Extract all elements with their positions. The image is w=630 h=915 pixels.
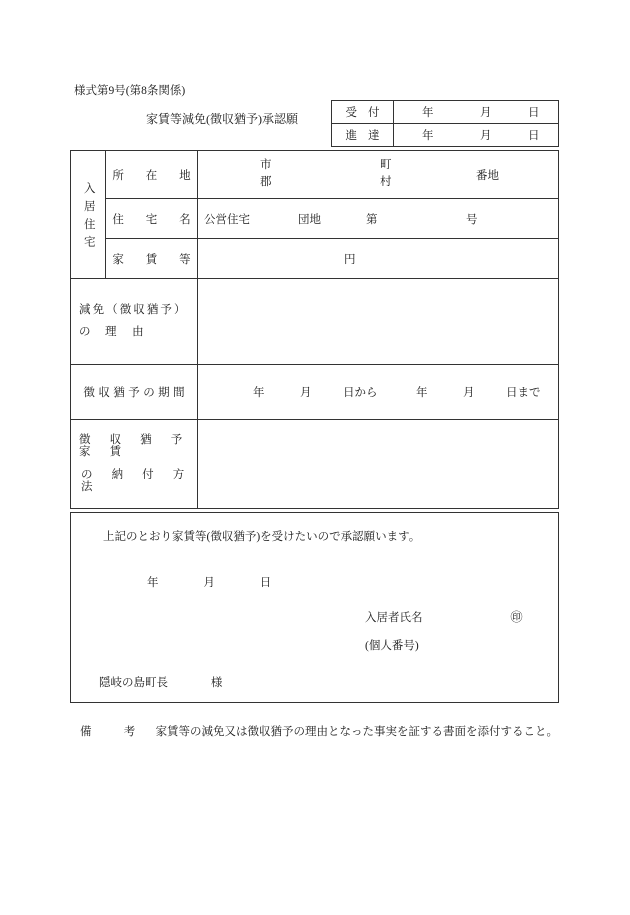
- period-from-year: 年: [253, 387, 265, 399]
- label-payment-line1: 徴 収 猶 予 家 賃: [79, 434, 202, 458]
- label-payment-line2: の 納 付 方 法: [81, 469, 204, 493]
- field-housing-name[interactable]: [198, 199, 558, 238]
- receipt-year-uketsuke: 年: [422, 107, 434, 119]
- statement-date-year: 年: [147, 577, 159, 589]
- my-number-label: (個人番号): [365, 640, 419, 652]
- label-payment-method: [71, 420, 204, 508]
- receipt-date-uketsuke: [394, 101, 558, 123]
- housing-complex-label: 団地: [298, 213, 321, 226]
- addressee-name: 隠岐の島町長: [99, 677, 168, 689]
- housing-block-rows: [106, 151, 558, 278]
- receipt-box: [331, 100, 559, 147]
- statement-date: [147, 574, 271, 590]
- label-reason: [71, 279, 198, 364]
- form-number: 様式第9号(第8条関係): [74, 85, 186, 97]
- label-reason-line1: 減免（徴収猶予）: [79, 304, 188, 316]
- period-from-month: 月: [300, 387, 312, 399]
- resident-name-line[interactable]: [365, 609, 523, 625]
- address-city: 市: [260, 158, 272, 171]
- field-address[interactable]: [198, 151, 558, 198]
- label-address: 所 在 地: [106, 151, 198, 198]
- address-county: 郡: [260, 176, 272, 189]
- statement-date-month: 月: [203, 577, 215, 589]
- row-reason: [71, 279, 558, 365]
- period-to-day: 日まで: [506, 387, 541, 399]
- receipt-year-shintatsu: 年: [422, 130, 434, 142]
- field-rent[interactable]: [198, 239, 558, 278]
- label-reason-riyu: 理 由: [105, 325, 146, 338]
- address-lot-number: 番地: [476, 169, 499, 182]
- receipt-row-uketsuke: [332, 101, 558, 123]
- row-period: [71, 365, 558, 420]
- addressee-honorific: 様: [210, 677, 223, 689]
- receipt-label-uketsuke: 受 付: [332, 101, 394, 123]
- footer-note: [80, 723, 558, 739]
- period-to-month: 月: [463, 387, 475, 399]
- footer-note-text: 家賃等の減免又は徴収猶予の理由となった事実を証する書面を添付すること。: [155, 726, 559, 738]
- main-form-table: [70, 150, 559, 509]
- addressee-line: [99, 674, 222, 690]
- label-housing-name: 住 宅 名: [106, 199, 198, 238]
- field-reason[interactable]: [198, 279, 558, 364]
- receipt-date-shintatsu: [394, 124, 558, 146]
- seal-icon: ㊞: [510, 610, 523, 624]
- rent-yen-unit: 円: [344, 253, 356, 266]
- row-rent: [106, 238, 558, 278]
- housing-block: [71, 151, 558, 279]
- housing-gou-label: 号: [466, 213, 478, 226]
- label-rent: 家 賃 等: [106, 239, 198, 278]
- receipt-month-shintatsu: 月: [480, 130, 492, 142]
- label-reason-line2: [71, 322, 197, 344]
- statement-text: 上記のとおり家賃等(徴収猶予)を受けたいので承認願います。: [103, 531, 421, 543]
- row-housing-name: [106, 198, 558, 238]
- row-payment-method: [71, 420, 558, 509]
- receipt-month-uketsuke: 月: [480, 107, 492, 119]
- statement-date-day: 日: [259, 577, 272, 589]
- footer-note-label: 備 考: [80, 726, 146, 738]
- receipt-day-shintatsu: 日: [528, 130, 540, 142]
- statement-box: [70, 512, 559, 703]
- receipt-row-shintatsu: [332, 123, 558, 146]
- receipt-label-shintatsu: 進 達: [332, 124, 394, 146]
- label-period: 徴収猶予の期間: [71, 365, 198, 419]
- resident-name-label: 入居者氏名: [365, 612, 423, 624]
- address-city-county: [260, 157, 272, 193]
- period-from-day: 日から: [343, 387, 378, 399]
- period-to-year: 年: [416, 387, 428, 399]
- field-period[interactable]: [198, 365, 558, 419]
- address-village: 村: [380, 176, 392, 189]
- receipt-day-uketsuke: 日: [528, 107, 540, 119]
- field-payment-method[interactable]: [198, 420, 558, 508]
- housing-public-label: 公営住宅: [204, 213, 250, 226]
- row-address: [106, 151, 558, 198]
- housing-dai-label: 第: [366, 213, 378, 226]
- housing-block-label: 入居住宅: [71, 151, 106, 278]
- document-title: 家賃等減免(徴収猶予)承認願: [146, 112, 298, 126]
- label-reason-no: の: [79, 325, 93, 338]
- address-town-village: [380, 157, 392, 193]
- address-town: 町: [380, 158, 392, 171]
